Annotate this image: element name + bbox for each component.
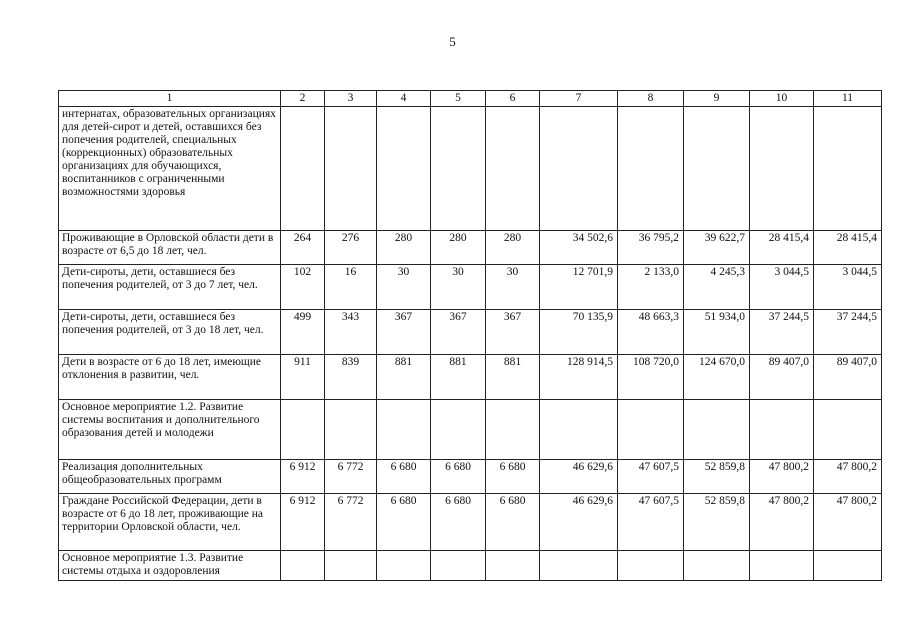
table-cell: 367 — [486, 310, 540, 355]
data-table — [58, 90, 882, 581]
table-cell — [486, 107, 540, 231]
table-cell: 47 800,2 — [814, 494, 882, 551]
row-description: Основное мероприятие 1.3. Развитие системы отдыха и оздоровления — [59, 551, 281, 581]
table-cell: 6 680 — [486, 460, 540, 494]
table-cell: 499 — [281, 310, 325, 355]
table-cell — [814, 551, 882, 581]
column-header: 2 — [281, 91, 325, 107]
table-cell — [618, 551, 684, 581]
table-row — [59, 107, 882, 231]
table-cell: 280 — [486, 231, 540, 265]
row-description: Дети в возрасте от 6 до 18 лет, имеющие отклонения в развитии, чел. — [59, 355, 281, 400]
table-cell: 48 663,3 — [618, 310, 684, 355]
table-cell: 30 — [431, 265, 486, 310]
column-header: 11 — [814, 91, 882, 107]
table-cell: 30 — [377, 265, 431, 310]
table-cell: 2 133,0 — [618, 265, 684, 310]
table-cell — [684, 107, 750, 231]
table-row — [59, 355, 882, 400]
column-header: 10 — [750, 91, 814, 107]
table-cell: 6 912 — [281, 460, 325, 494]
table-cell: 47 800,2 — [750, 460, 814, 494]
table-cell: 4 245,3 — [684, 265, 750, 310]
table-cell: 108 720,0 — [618, 355, 684, 400]
table-cell — [684, 551, 750, 581]
table-cell: 30 — [486, 265, 540, 310]
table-cell — [618, 107, 684, 231]
column-header: 9 — [684, 91, 750, 107]
table-cell — [540, 551, 618, 581]
column-header: 8 — [618, 91, 684, 107]
table-cell: 47 607,5 — [618, 494, 684, 551]
table-row — [59, 460, 882, 494]
table-cell: 124 670,0 — [684, 355, 750, 400]
table-cell: 6 680 — [377, 460, 431, 494]
table-cell — [750, 400, 814, 460]
table-cell — [281, 551, 325, 581]
table-cell: 343 — [325, 310, 377, 355]
table-cell: 280 — [377, 231, 431, 265]
table-cell: 47 800,2 — [814, 460, 882, 494]
table-cell — [486, 551, 540, 581]
table-row — [59, 231, 882, 265]
table-cell: 46 629,6 — [540, 460, 618, 494]
table-cell — [814, 400, 882, 460]
row-description: Реализация дополнительных общеобразовательных программ — [59, 460, 281, 494]
table-cell — [377, 551, 431, 581]
table-cell: 28 415,4 — [750, 231, 814, 265]
table-cell: 70 135,9 — [540, 310, 618, 355]
column-header: 5 — [431, 91, 486, 107]
page-number: 5 — [449, 34, 456, 49]
row-description: Дети-сироты, дети, оставшиеся без попечения родителей, от 3 до 18 лет, чел. — [59, 310, 281, 355]
table-cell: 47 607,5 — [618, 460, 684, 494]
table-cell: 280 — [431, 231, 486, 265]
table-cell — [750, 551, 814, 581]
row-description: Дети-сироты, дети, оставшиеся без попечения родителей, от 3 до 7 лет, чел. — [59, 265, 281, 310]
table-cell: 6 680 — [486, 494, 540, 551]
column-header: 1 — [59, 91, 281, 107]
table-cell: 36 795,2 — [618, 231, 684, 265]
table-cell: 3 044,5 — [814, 265, 882, 310]
table-cell: 276 — [325, 231, 377, 265]
row-description: Граждане Российской Федерации, дети в возрасте от 6 до 18 лет, проживающие на территории Орловской области, чел. — [59, 494, 281, 551]
table-row — [59, 551, 882, 581]
table-cell: 6 772 — [325, 494, 377, 551]
table-row — [59, 310, 882, 355]
column-header: 4 — [377, 91, 431, 107]
table-cell: 89 407,0 — [814, 355, 882, 400]
row-description: Основное мероприятие 1.2. Развитие системы воспитания и дополнительного образования детей и молодежи — [59, 400, 281, 460]
table-cell: 46 629,6 — [540, 494, 618, 551]
table-cell: 881 — [431, 355, 486, 400]
table-row — [59, 265, 882, 310]
table-cell — [684, 400, 750, 460]
table-cell — [431, 400, 486, 460]
table-cell: 881 — [377, 355, 431, 400]
table-cell: 6 680 — [431, 460, 486, 494]
column-header: 3 — [325, 91, 377, 107]
table-cell: 52 859,8 — [684, 494, 750, 551]
table-cell: 16 — [325, 265, 377, 310]
table-row — [59, 400, 882, 460]
table-cell: 264 — [281, 231, 325, 265]
table-cell: 3 044,5 — [750, 265, 814, 310]
table-cell — [486, 400, 540, 460]
table-cell — [431, 551, 486, 581]
table-cell: 34 502,6 — [540, 231, 618, 265]
table-cell — [814, 107, 882, 231]
table-cell — [281, 400, 325, 460]
table-cell: 39 622,7 — [684, 231, 750, 265]
header-row — [59, 91, 882, 107]
table-cell: 28 415,4 — [814, 231, 882, 265]
table-cell: 6 680 — [377, 494, 431, 551]
table-cell: 6 680 — [431, 494, 486, 551]
table-cell: 367 — [431, 310, 486, 355]
table-cell — [325, 107, 377, 231]
table-cell: 128 914,5 — [540, 355, 618, 400]
table-row — [59, 494, 882, 551]
table-cell: 47 800,2 — [750, 494, 814, 551]
table-cell: 12 701,9 — [540, 265, 618, 310]
table-cell — [540, 400, 618, 460]
table-cell — [540, 107, 618, 231]
table-cell — [377, 400, 431, 460]
table-cell: 102 — [281, 265, 325, 310]
table-cell: 37 244,5 — [814, 310, 882, 355]
table-cell: 51 934,0 — [684, 310, 750, 355]
table-cell: 37 244,5 — [750, 310, 814, 355]
table-cell: 89 407,0 — [750, 355, 814, 400]
table-cell — [325, 400, 377, 460]
table-cell: 881 — [486, 355, 540, 400]
table-cell — [618, 400, 684, 460]
table-cell: 911 — [281, 355, 325, 400]
row-description: Проживающие в Орловской области дети в возрасте от 6,5 до 18 лет, чел. — [59, 231, 281, 265]
table-cell: 52 859,8 — [684, 460, 750, 494]
table-cell: 6 772 — [325, 460, 377, 494]
table-cell — [377, 107, 431, 231]
table-cell: 367 — [377, 310, 431, 355]
table-cell — [431, 107, 486, 231]
table-cell: 6 912 — [281, 494, 325, 551]
column-header: 6 — [486, 91, 540, 107]
table-cell — [281, 107, 325, 231]
column-header: 7 — [540, 91, 618, 107]
table-cell — [750, 107, 814, 231]
table-cell: 839 — [325, 355, 377, 400]
table-cell — [325, 551, 377, 581]
row-description: интернатах, образовательных организациях для детей-сирот и детей, оставшихся без попечения родителей, специальных (коррекционных) образовательных организациях для обучающихся, воспитанников с ограниченными возможностями здоровья — [59, 107, 281, 231]
